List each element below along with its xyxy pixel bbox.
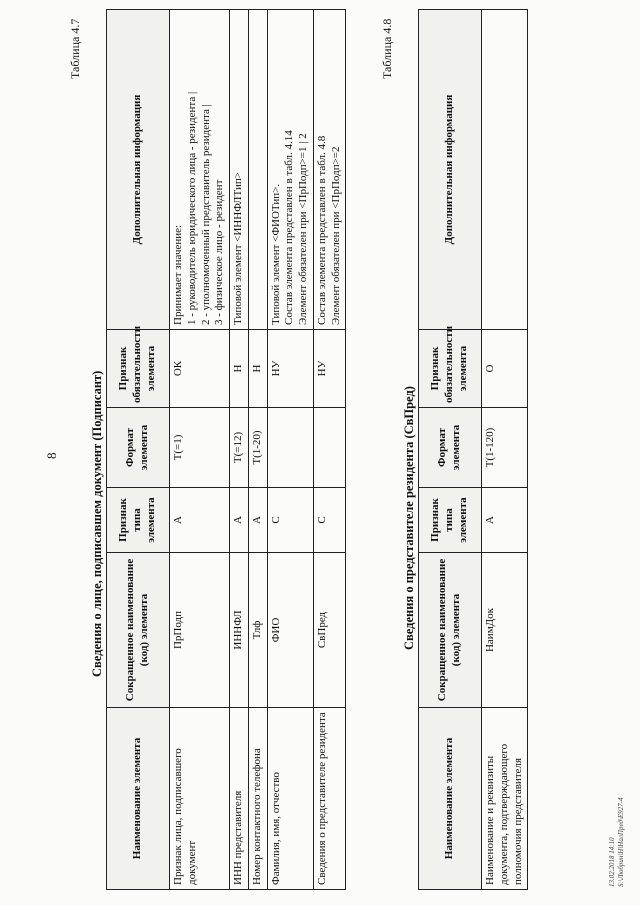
cell-name: Сведения о представителе резидента: [313, 708, 346, 890]
cell-name: Фамилия, имя, отчество: [267, 708, 313, 890]
table1-header-0: Наименование элемента: [107, 708, 170, 890]
info-line: 1 - руководитель юридического лица - резидента |: [185, 91, 198, 325]
cell-format: [313, 408, 346, 488]
cell-format: T(1-20): [248, 408, 267, 488]
table1-header-3: Формат элемента: [107, 408, 170, 488]
table-row: [313, 10, 346, 890]
info-line: Принимает значение:: [172, 224, 184, 325]
table2-caption: Таблица 4.8: [380, 18, 394, 79]
table2-header-5: Дополнительная информация: [419, 10, 482, 330]
info-line: 3 - физическое лицо - резидент: [213, 179, 226, 325]
table2-header-row: [419, 10, 482, 890]
table2-header-3: Формат элемента: [419, 408, 482, 488]
cell-format: [267, 408, 313, 488]
info-line: Элемент обязателен при <ПрПодп>=2: [329, 146, 342, 325]
cell-info: [313, 10, 346, 330]
cell-name: ИНН представителя: [230, 708, 249, 890]
info-line: Типовой элемент <ФИОТип>.: [269, 183, 282, 325]
cell-code: ФИО: [267, 553, 313, 708]
table2-header-0: Наименование элемента: [419, 708, 482, 890]
cell-info: [248, 10, 267, 330]
table-row: [482, 10, 528, 890]
table1-header-1: Сокращенное наименование (код) элемента: [107, 553, 170, 708]
cell-req: НУ: [267, 330, 313, 408]
table2-header-4: Признак обязательности элемента: [419, 330, 482, 408]
cell-code: Тлф: [248, 553, 267, 708]
cell-info: [267, 10, 313, 330]
table1: [106, 9, 346, 890]
cell-req: Н: [248, 330, 267, 408]
cell-format: T(1-120): [482, 408, 528, 488]
cell-req: ОК: [170, 330, 230, 408]
table1-caption: Таблица 4.7: [68, 18, 82, 79]
table1-title: Сведения о лице, подписавшем документ (Подписант): [90, 370, 104, 677]
info-line: Состав элемента представлен в табл. 4.8: [315, 135, 328, 325]
cell-name: Признак лица, подписавшего документ: [170, 708, 230, 890]
info-line: 2 - уполномоченный представитель резидента |: [199, 104, 212, 325]
table-row: [267, 10, 313, 890]
table-row: [170, 10, 230, 890]
cell-code: СвПред: [313, 553, 346, 708]
cell-type: А: [230, 488, 249, 553]
cell-type: А: [248, 488, 267, 553]
info-line: Типовой элемент <ИННФЛТип>: [232, 172, 244, 325]
cell-type: С: [313, 488, 346, 553]
table1-header-4: Признак обязательности элемента: [107, 330, 170, 408]
cell-req: Н: [230, 330, 249, 408]
file-footer: [608, 798, 626, 888]
cell-name: Наименование и реквизиты документа, подтверждающего полномочия представителя: [482, 708, 528, 890]
table2-header-2: Признак типа элемента: [419, 488, 482, 553]
cell-format: T(=12): [230, 408, 249, 488]
table2-title: Сведения о представителе резидента (СвПред): [402, 386, 416, 650]
info-line: Состав элемента представлен в табл. 4.14: [283, 130, 296, 325]
table1-header-5: Дополнительная информация: [107, 10, 170, 330]
cell-info: [170, 10, 230, 330]
cell-req: НУ: [313, 330, 346, 408]
info-line: Элемент обязателен при <ПрПодп>=1 | 2: [297, 133, 309, 325]
cell-info: [482, 10, 528, 330]
cell-type: А: [170, 488, 230, 553]
footer-path: S:\Любрин\Н\НалПред\Е927-4: [617, 797, 626, 887]
table-row: [248, 10, 267, 890]
table2: [418, 9, 528, 890]
cell-name: Номер контактного телефона: [248, 708, 267, 890]
cell-code: НаимДок: [482, 553, 528, 708]
cell-req: О: [482, 330, 528, 408]
cell-type: С: [267, 488, 313, 553]
footer-timestamp: 13.02.2018 14:10: [608, 837, 616, 887]
cell-format: T(=1): [170, 408, 230, 488]
cell-type: А: [482, 488, 528, 553]
cell-code: ИННФЛ: [230, 553, 249, 708]
cell-code: ПрПодп: [170, 553, 230, 708]
table2-header-1: Сокращенное наименование (код) элемента: [419, 553, 482, 708]
cell-info: [230, 10, 249, 330]
table1-header-2: Признак типа элемента: [107, 488, 170, 553]
page-number: 8: [44, 452, 59, 459]
table-row: [230, 10, 249, 890]
table1-header-row: [107, 10, 170, 890]
